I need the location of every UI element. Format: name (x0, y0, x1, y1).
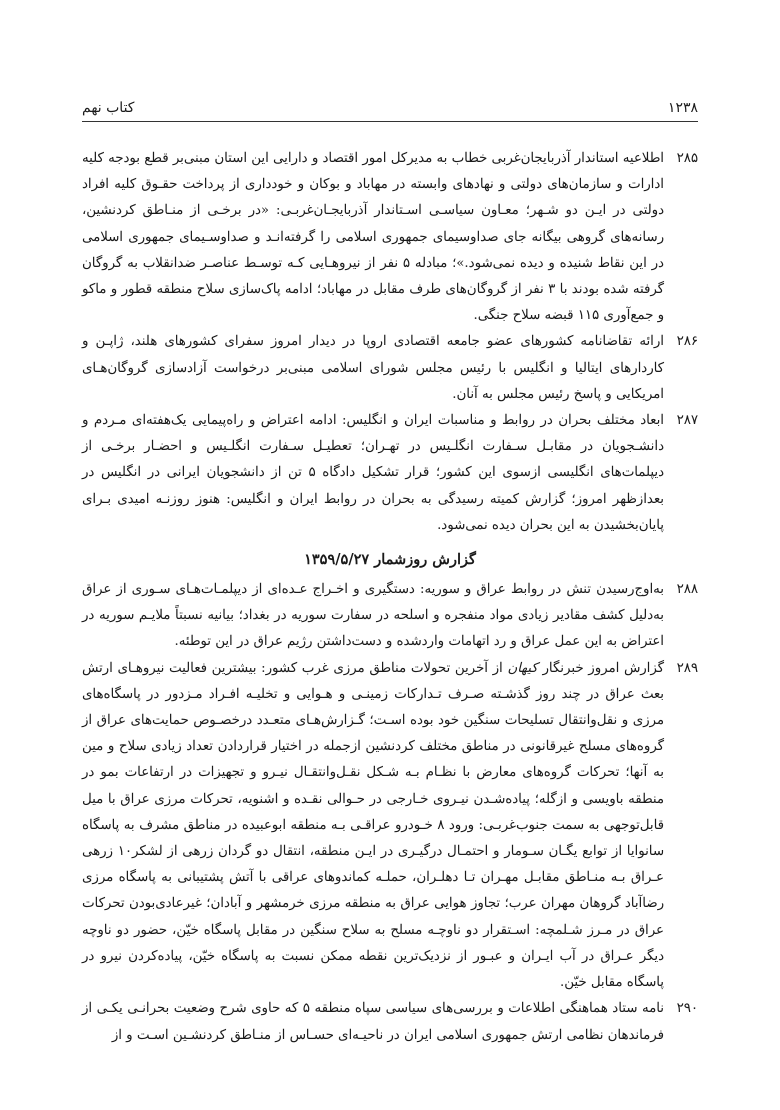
page-body (82, 146, 698, 1049)
entry-text: نامه ستاد هماهنگی اطلاعات و بررسی‌های سیاسی سپاه منطقه ۵ که حاوی شرح وضعیت بحرانـی یکـی از فرماندهان نظامی ارتش جمهوری اسلامی ایران در ناحیـه‌ای حسـاس از منـاطق کردنشـین اسـت و از (82, 1001, 664, 1043)
entry-289 (82, 656, 698, 997)
entry-285 (82, 146, 698, 329)
section-heading: گزارش روزشمار ۱۳۵۹/۵/۲۷ (304, 551, 476, 569)
entry-text-part: گزارش امروز خبرنگار (537, 660, 664, 676)
entry-text: ابعاد مختلف بحران در روابط و مناسبات ایران و انگلیس: ادامه اعتراض و راه‌پیمایی یک‌هفته‌ای مـردم و دانشـجویان در مقابـل سـفارت انگلـیس در تهـران؛ تعطیـل سـفارت انگلـیس و احضـار برخـی از دیپلمات‌های انگلیسی ازسوی این کشور؛ قرار تشکیل دادگاه ۵ تن از دانشجویان ایرانی در انگلیس در بعدازظهر امروز؛ گزارش کمیته رسیدگی به بحران در روابط ایران و انگلیس: هنوز روزنـه امیدی بـرای پایان‌بخشیدن به این بحران دیده نمی‌شود. (82, 413, 664, 533)
book-title: کتاب نهم (82, 100, 135, 116)
entry-text-part: از آخرین تحولات مناطق مرزی غرب کشور: بیشترین فعالیت نیروهـای ارتش بعث عراق در چند روز گذشـته صـرف تـدارکات زمینـی و هـوایی و تخلیـه افـراد مـزدور در پاسگاه‌های مرزی و نقل‌وانتقال تسلیحات سنگین خود بوده اسـت؛ گـزارش‌هـای متعـدد درخصـوص حمایت‌های عراق از گروه‌های مسلح غیرقانونی در مناطق مختلف کردنشین ازجمله در اختیار قراردادن تعداد زیادی سلاح و مین به آنها؛ تحرکات گروه‌های معارض با نظـام بـه شـکل نقـل‌وانتقـال نیـرو و تجهیزات در ارتفاعات بمو در منطقه باویسی و ازگله؛ پیاده‌شـدن نیـروی خـارجی در حـوالی نقـده و اشنویه، تحرکات مرزی عراق با میل قابل‌توجهی به سمت جنوب‌غربـی: ورود ۸ خـودرو عراقـی بـه منطقه ابوعبیده در مناطق مشرف به پاسگاه سانوایا از توابع یگـان سـومار و احتمـال درگیـری در ایـن منطقه، انتقال دو گردان زرهی از لشکر۱۰ زرهی عـراق بـه منـاطق مقابـل مهـران تـا دهلـران، حملـه کماندوهای عراقی با آتش پشتیبانی به پاسگاه مرزی رضاآباد گروهان مهران عرب؛ تجاوز هوایی عراق به منطقه مرزی خرمشهر و آبادان؛ غیرعادی‌بودن تحرکات عراق در مـرز شـلمچه: اسـتقرار دو ناوچـه مسلح به سلاح سنگین در مقابل پاسگاه خیّن، حضور دو ناوچه دیگر عـراق در آب ایـران و عبـور از نزدیک‌ترین نقطه ممکن نسبت به پاسگاه خیّن، پیاده‌کردن نیرو در پاسگاه مقابل خیّن. (82, 660, 665, 991)
entry-number: ۲۸۹ (676, 660, 698, 676)
entry-number: ۲۸۵ (676, 151, 698, 166)
entry-286 (82, 329, 698, 408)
entry-text: ارائه تقاضانامه کشورهای عضو جامعه اقتصادی اروپا در دیدار امروز سفرای کشورهای هلند، ژاپـن و کاردارهای ایتالیا و انگلیس با رئیس مجلس شورای اسلامی مبنی‌بر درخواست آزادسازی گروگان‌هـای امریکایی و پاسخ رئیس مجلس به آنان. (82, 334, 664, 402)
entry-text: به‌اوج‌رسیدن تنش در روابط عراق و سوریه: دستگیری و اخـراج عـده‌ای از دیپلمـات‌هـای سـوری از عراق به‌دلیل کشف مقادیر زیادی مواد منفجره و اسلحه در سفارت سوریه در بغداد؛ بیانیه نسبتاً ملایـم سوریه در اعتراض به این عمل عراق و رد اتهامات واردشده و دست‌داشتن رژیم عراق در این توطئه. (82, 582, 664, 650)
entry-number: ۲۸۸ (676, 582, 698, 598)
entry-number: ۲۹۰ (676, 1001, 698, 1017)
newspaper-name: کیهان (507, 660, 538, 676)
entry-text: اطلاعیه استاندار آذربایجان‌غربی خطاب به مدیرکل امور اقتصاد و دارایی این استان مبنی‌بر قطع بودجه کلیه ادارات و سازمان‌های دولتی و نهادهای وابسته در مهاباد و بوکان و خودداری از پرداخت حقـوق کلیه افراد دولتی در ایـن دو شـهر؛ معـاون سیاسـی اسـتاندار آذربایجـان‌غربـی: «در برخـی از منـاطق کردنشین، رسانه‌های گروهی بیگانه جای صداوسیمای جمهوری اسلامی را گرفته‌انـد و صداوسـیمای جمهوری اسلامی در این نقاط شنیده و دیده نمی‌شود.»؛ مبادله ۵ نفر از نیروهـایی کـه توسـط عناصـر ضدانقلاب به گروگان گرفته شده بودند با ۳ نفر از گروگان‌های طرف مقابل در مهاباد؛ ادامه پاک‌سازی سلاح منطقه قطور و ماکو و جمع‌آوری ۱۱۵ قبضه سلاح جنگی. (82, 151, 664, 324)
header-rule (82, 121, 698, 122)
entry-number: ۲۸۷ (676, 413, 698, 429)
running-header (82, 92, 698, 116)
entry-290 (82, 996, 698, 1048)
entry-number: ۲۸۶ (676, 334, 698, 350)
entry-288 (82, 577, 698, 656)
entry-287 (82, 408, 698, 539)
page-number: ۱۲۳۸ (667, 100, 698, 116)
